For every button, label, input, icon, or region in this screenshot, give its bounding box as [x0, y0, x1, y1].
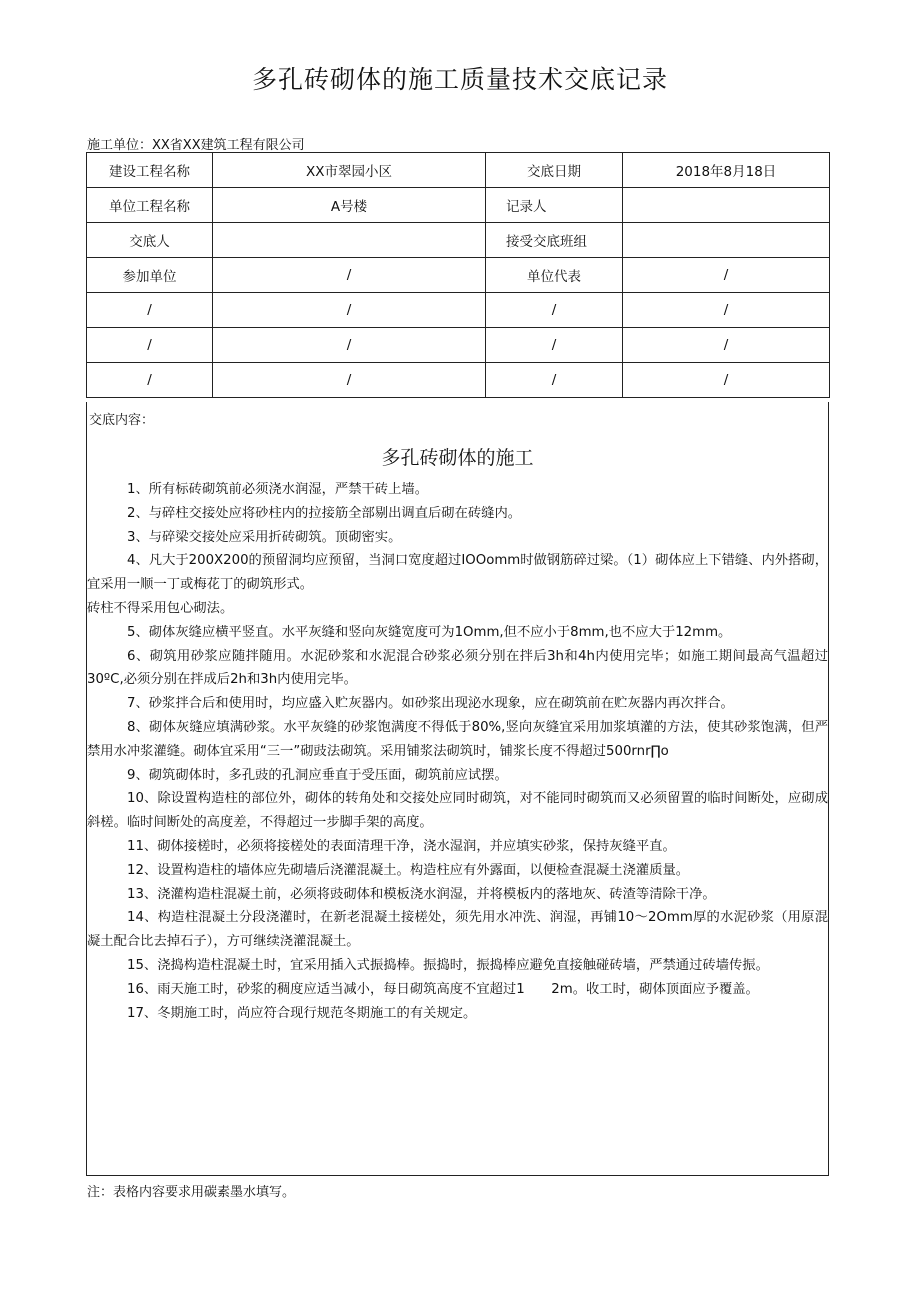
table-cell: 接受交底班组	[486, 223, 623, 258]
list-item: 1、所有标砖砌筑前必须浇水润湿，严禁干砖上墙。	[127, 482, 428, 497]
table-cell: /	[623, 363, 830, 398]
table-cell: XX市翠园小区	[213, 153, 486, 188]
list-item: 7、砂浆拌合后和使用时，均应盛入贮灰器内。如砂浆出现泌水现象，应在砌筑前在贮灰器内再次拌合。	[127, 696, 734, 712]
table-cell	[623, 223, 830, 258]
list-item: 10、除设置构造柱的部位外，砌体的转角处和交接处应同时砌筑，对不能同时砌筑而又必须留置的临时间断处，应砌成斜槎。临时间断处的高度差，不得超过一步脚手架的高度。	[87, 791, 828, 831]
table-row	[87, 328, 830, 363]
list-item: 12、设置构造柱的墙体应先砌墙后浇灌混凝土。构造柱应有外露面，以便检查混凝土浇灌质量。	[127, 862, 690, 878]
list-item: 11、砌体接槎时，必须将接槎处的表面清理干净，浇水湿润，并应填实砂浆，保持灰缝平直。	[127, 838, 676, 854]
list-item: 6、砌筑用砂浆应随拌随用。水泥砂浆和水泥混合砂浆必须分别在拌后3h和4h内使用完毕；如施工期间最高气温超过30ºC,必须分别在拌成后2h和3h内使用完毕。	[87, 648, 828, 688]
table-cell: /	[486, 293, 623, 328]
table-cell: /	[87, 293, 213, 328]
table-cell	[213, 223, 486, 258]
table-cell: A号楼	[213, 188, 486, 223]
table-cell: /	[486, 363, 623, 398]
table-cell: /	[486, 328, 623, 363]
table-cell: 建设工程名称	[87, 153, 213, 188]
table-cell: 单位工程名称	[87, 188, 213, 223]
list-item: 9、砌筑砌体时，多孔豉的孔洞应垂直于受压面，砌筑前应试摆。	[127, 767, 508, 783]
table-cell: /	[623, 328, 830, 363]
list-item: 17、冬期施工时，尚应符合现行规范冬期施工的有关规定。	[127, 1005, 477, 1021]
item-list	[87, 478, 828, 1025]
list-item: 8、砌体灰缝应填满砂浆。水平灰缝的砂浆饱满度不得低于80%,竖向灰缝宜采用加浆填灌的方法，使其砂浆饱满，但严禁用水冲浆灌缝。砌体宜采用“三一”砌豉法砌筑。采用铺浆法砌筑时，铺浆长度不得超过500rnr∏o	[87, 719, 828, 759]
content-box	[86, 402, 829, 1176]
table-cell: 交底日期	[486, 153, 623, 188]
table-cell: 参加单位	[87, 258, 213, 293]
list-item: 4、凡大于200X200的预留洞均应预留，当洞口宽度超过IOOomm时做钢筋碎过梁。（1）砌体应上下错缝、内外搭砌，宜采用一顺一丁或梅花丁的砌筑形式。	[87, 553, 828, 593]
table-row	[87, 153, 830, 188]
table-cell: /	[623, 258, 830, 293]
table-cell: /	[623, 293, 830, 328]
table-cell: /	[213, 328, 486, 363]
table-cell	[623, 188, 830, 223]
table-cell: /	[213, 258, 486, 293]
table-row	[87, 188, 830, 223]
list-item: 2、与碎柱交接处应将砂柱内的拉接筋全部剔出调直后砌在砖缝内。	[127, 505, 522, 521]
list-item: 16、雨天施工时，砂浆的稠度应适当减小，每日砌筑高度不宜超过1 2m。收工时，砌体顶面应予覆盖。	[127, 981, 759, 997]
content-label: 交底内容：	[89, 413, 155, 428]
list-item: 13、浇灌构造柱混凝土前，必须将豉砌体和模板浇水润湿，并将模板内的落地灰、砖渣等清除干净。	[127, 886, 716, 902]
construction-unit: 施工单位：XX省XX建筑工程有限公司	[87, 138, 305, 153]
list-item: 3、与碎梁交接处应采用折砖砌筑。顶砌密实。	[127, 529, 402, 545]
table-cell: 2018年8月18日	[623, 153, 830, 188]
list-item: 砖柱不得采用包心砌法。	[87, 600, 234, 616]
table-cell: /	[87, 363, 213, 398]
list-item: 15、浇捣构造柱混凝土时，宜采用插入式振捣棒。振捣时，振捣棒应避免直接触碰砖墙，严禁通过砖墙传振。	[127, 957, 769, 973]
table-cell: 单位代表	[486, 258, 623, 293]
table-row	[87, 293, 830, 328]
table-row	[87, 258, 830, 293]
table-cell: /	[213, 363, 486, 398]
table-cell: /	[87, 328, 213, 363]
table-cell: /	[213, 293, 486, 328]
info-table	[86, 152, 830, 398]
table-cell: 记录人	[486, 188, 623, 223]
table-cell: 交底人	[87, 223, 213, 258]
list-item: 14、构造柱混凝土分段浇灌时，在新老混凝土接槎处，须先用水冲洗、润湿，再铺10～2Omm厚的水泥砂浆（用原混凝土配合比去掉石子），方可继续浇灌混凝土。	[87, 910, 828, 950]
list-item: 5、砌体灰缝应横平竖直。水平灰缝和竖向灰缝宽度可为1Omm,但不应小于8mm,也不应大于12mm。	[127, 624, 732, 640]
footnote: 注：表格内容要求用碳素墨水填写。	[87, 1185, 296, 1200]
table-row	[87, 363, 830, 398]
document-title: 多孔砖砌体的施工质量技术交底记录	[251, 65, 668, 94]
content-title: 多孔砖砌体的施工	[381, 447, 534, 469]
table-row	[87, 223, 830, 258]
